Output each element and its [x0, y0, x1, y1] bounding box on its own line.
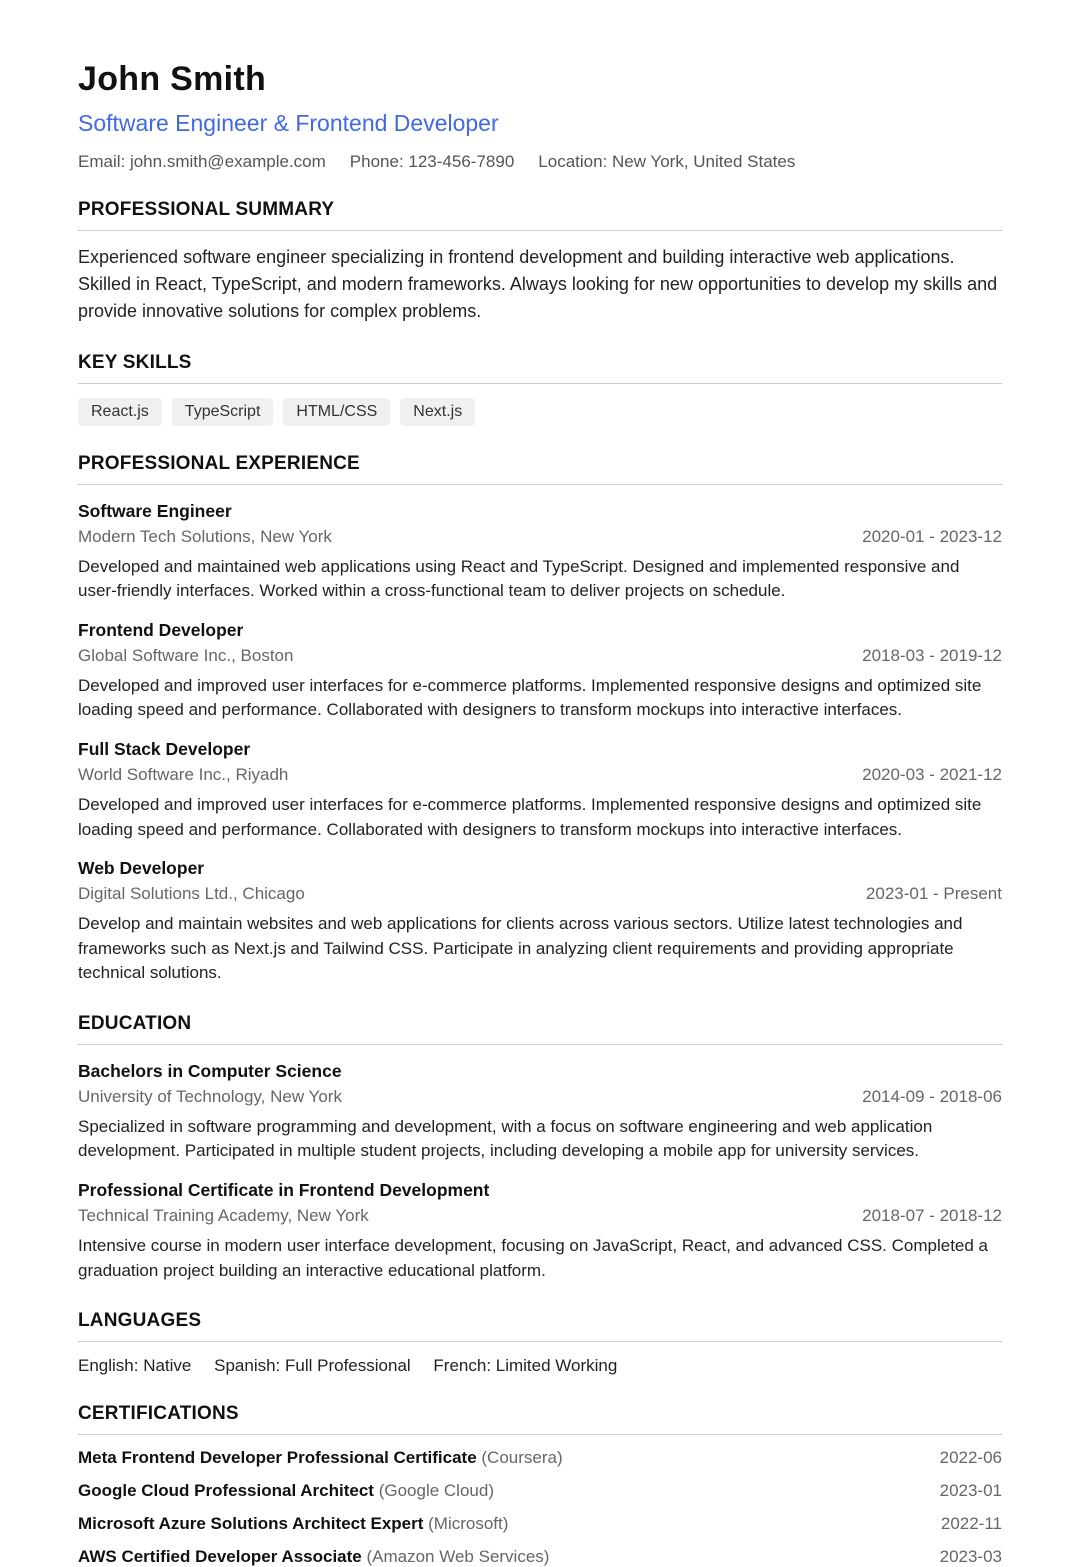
- job-title: Software Engineer: [78, 500, 232, 521]
- education-entry: [78, 1180, 1002, 1283]
- certification-issuer: (Amazon Web Services): [366, 1547, 550, 1567]
- language-item: English: Native: [78, 1356, 192, 1376]
- certification-row: [78, 1514, 1002, 1534]
- certification-title: [78, 1481, 494, 1501]
- experience-entry: [78, 501, 1002, 604]
- job-description: Developed and maintained web applications using React and TypeScript. Designed and implemented responsive and user-friendly interfaces. Worked within a cross-functional team to deliver projects on schedule.: [78, 556, 960, 601]
- section-key-skills: [78, 352, 1002, 426]
- certification-name: AWS Certified Developer Associate: [78, 1547, 362, 1567]
- certification-name: Microsoft Azure Solutions Architect Expert: [78, 1514, 424, 1534]
- job-description: Develop and maintain websites and web applications for clients across various sectors. Utilize latest technologies and frameworks such as Next.js and Tailwind CSS. Participate in analyzing client requirements and providing appropriate technical solutions.: [78, 914, 963, 983]
- certifications-list: [78, 1448, 1002, 1567]
- job-title: Web Developer: [78, 858, 205, 879]
- skills-row: [78, 398, 1002, 426]
- language-item: French: Limited Working: [433, 1356, 618, 1376]
- experience-entry: [78, 858, 1002, 986]
- job-subrow: [78, 765, 1002, 785]
- education-heading: EDUCATION: [78, 1013, 1002, 1045]
- education-dates: 2018-07 - 2018-12: [862, 1205, 1002, 1225]
- school-name: University of Technology, New York: [78, 1086, 342, 1106]
- certification-issuer: (Microsoft): [428, 1514, 509, 1534]
- candidate-role-title: Software Engineer & Frontend Developer: [78, 110, 499, 137]
- contact-phone: Phone: 123-456-7890: [349, 151, 515, 171]
- job-dates: 2020-01 - 2023-12: [862, 526, 1002, 546]
- degree-title: Professional Certificate in Frontend Development: [78, 1180, 490, 1201]
- certification-issuer: (Coursera): [481, 1448, 563, 1468]
- resume-header: [78, 60, 1002, 172]
- job-subrow: [78, 646, 1002, 666]
- certification-date: 2022-06: [939, 1448, 1002, 1468]
- job-subrow: [78, 527, 1002, 547]
- certification-date: 2022-11: [940, 1514, 1002, 1534]
- candidate-name: John Smith: [78, 60, 267, 98]
- summary-text: Experienced software engineer specializing in frontend development and building interactive web applications. Skilled in React, TypeScript, and modern frameworks. Always looking for new opportunities to develop my skills and provide innovative solutions for complex problems.: [78, 246, 998, 321]
- certification-date: 2023-01: [939, 1481, 1002, 1501]
- certification-name: Google Cloud Professional Architect: [78, 1481, 374, 1501]
- section-professional-experience: [78, 453, 1002, 986]
- job-company: World Software Inc., Riyadh: [78, 764, 289, 784]
- experience-heading: PROFESSIONAL EXPERIENCE: [78, 453, 1002, 485]
- skill-tag: HTML/CSS: [283, 398, 390, 426]
- section-languages: [78, 1310, 1002, 1376]
- contact-email: Email: john.smith@example.com: [78, 151, 326, 171]
- job-description: Developed and improved user interfaces for e-commerce platforms. Implemented responsive designs and optimized site loading speed and performance. Collaborated with designers to transform mockups into interactive interfaces.: [78, 675, 982, 720]
- job-dates: 2018-03 - 2019-12: [862, 645, 1002, 665]
- certification-issuer: (Google Cloud): [378, 1481, 494, 1501]
- degree-title: Bachelors in Computer Science: [78, 1060, 342, 1081]
- summary-heading: PROFESSIONAL SUMMARY: [78, 199, 1002, 231]
- certification-title: [78, 1448, 563, 1468]
- skill-tag: React.js: [78, 398, 162, 426]
- experience-entry: [78, 620, 1002, 723]
- job-dates: 2023-01 - Present: [865, 884, 1002, 904]
- skill-tag: TypeScript: [172, 398, 274, 426]
- certifications-heading: CERTIFICATIONS: [78, 1403, 1002, 1435]
- education-description: Intensive course in modern user interface development, focusing on JavaScript, React, and advanced CSS. Completed a graduation project building an interactive educational platform.: [78, 1235, 989, 1280]
- language-item: Spanish: Full Professional: [214, 1356, 411, 1376]
- job-title: Full Stack Developer: [78, 739, 251, 759]
- job-company: Digital Solutions Ltd., Chicago: [78, 884, 305, 904]
- section-education: [78, 1013, 1002, 1283]
- job-company: Global Software Inc., Boston: [78, 645, 294, 665]
- section-certifications: [78, 1403, 1002, 1567]
- education-subrow: [78, 1087, 1002, 1107]
- school-name: Technical Training Academy, New York: [78, 1205, 369, 1225]
- certification-title: [78, 1514, 508, 1534]
- experience-entry: [78, 739, 1002, 842]
- job-description: Developed and improved user interfaces for e-commerce platforms. Implemented responsive designs and optimized site loading speed and performance. Collaborated with designers to transform mockups into interactive interfaces.: [78, 794, 982, 839]
- job-title: Frontend Developer: [78, 619, 244, 640]
- certification-title: [78, 1547, 549, 1567]
- skills-heading: KEY SKILLS: [78, 352, 1002, 384]
- certification-name: Meta Frontend Developer Professional Certificate: [78, 1448, 477, 1468]
- certification-row: [78, 1547, 1002, 1567]
- education-description: Specialized in software programming and development, with a focus on software engineering and web application development. Participated in multiple student projects, including developing a mobile app for university services.: [78, 1116, 933, 1161]
- languages-heading: LANGUAGES: [78, 1310, 1002, 1342]
- job-subrow: [78, 884, 1002, 904]
- certification-date: 2023-03: [939, 1547, 1002, 1567]
- education-entry: [78, 1061, 1002, 1164]
- section-professional-summary: [78, 199, 1002, 325]
- certification-row: [78, 1448, 1002, 1468]
- skill-tag: Next.js: [400, 398, 475, 426]
- job-dates: 2020-03 - 2021-12: [862, 764, 1002, 784]
- languages-line: [78, 1356, 1002, 1376]
- contact-line: [78, 152, 1002, 172]
- education-subrow: [78, 1206, 1002, 1226]
- job-company: Modern Tech Solutions, New York: [78, 526, 332, 546]
- education-dates: 2014-09 - 2018-06: [862, 1086, 1002, 1106]
- certification-row: [78, 1481, 1002, 1501]
- contact-location: Location: New York, United States: [538, 151, 796, 171]
